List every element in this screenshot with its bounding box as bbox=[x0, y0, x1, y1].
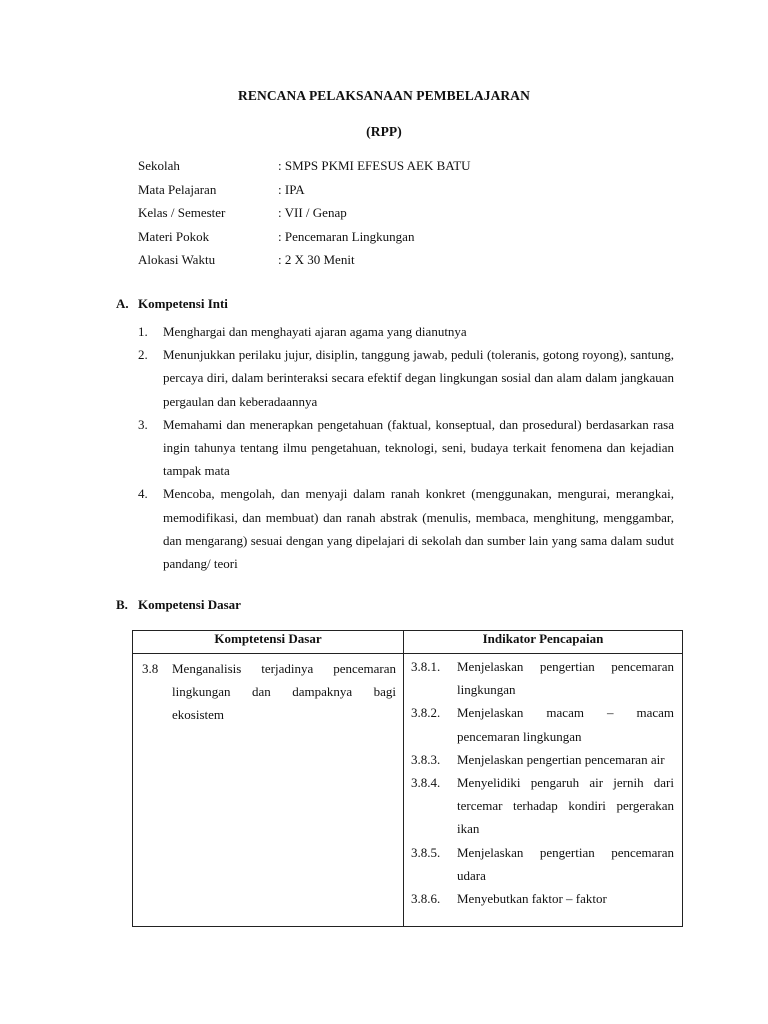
kd-code: 3.8 bbox=[142, 661, 159, 676]
list-text: Memahami dan menerapkan pengetahuan (faktual, konseptual, dan prosedural) berdasarkan rasa ingin tahunya tentang ilmu pengetahuan, teknologi, seni, budaya terkait fenomena dan kejadian tampak mata bbox=[163, 416, 674, 479]
info-value: : 2 X 30 Menit bbox=[278, 252, 355, 267]
list-text: Mencoba, mengolah, dan menyaji dalam ranah konkret (menggunakan, mengurai, merangkai, memodifikasi, dan membuat) dan ranah abstrak (menulis, membaca, menghitung, menggambar, dan mengarang) sesuai dengan yang dipelajari di sekolah dan sumber lain yang sama dalam sudut pandang/ teori bbox=[163, 486, 674, 572]
indicator-code: 3.8.6. bbox=[411, 891, 441, 907]
info-label: Sekolah bbox=[138, 158, 180, 173]
list-text: Menunjukkan perilaku jujur, disiplin, tanggung jawab, peduli (toleranis, gotong royong), santung, percaya diri, dalam berinteraksi secara efektif degan lingkungan sosial dan alam dalam jangkauan pergaulan dan keberadaannya bbox=[163, 347, 674, 409]
list-item bbox=[138, 482, 674, 575]
document-subtitle: (RPP) bbox=[366, 124, 402, 139]
indicator-text: Menjelaskan pengertian pencemaran air bbox=[457, 751, 665, 767]
section-heading-kompetensi-inti bbox=[116, 296, 228, 312]
info-label: Materi Pokok bbox=[138, 228, 210, 244]
section-title: Kompetensi Dasar bbox=[138, 597, 241, 612]
indicator-text: Menyelidiki pengaruh air jernih dari tercemar terhadap kondiri pergerakan ikan bbox=[457, 775, 674, 837]
info-label: Kelas / Semester bbox=[138, 205, 226, 220]
list-item bbox=[138, 320, 674, 343]
indicator-code: 3.8.1. bbox=[411, 659, 441, 674]
info-value: : Pencemaran Lingkungan bbox=[278, 228, 415, 244]
info-block bbox=[138, 158, 698, 276]
indicator-code: 3.8.5. bbox=[411, 844, 441, 860]
indicator-item bbox=[411, 771, 674, 841]
info-row-sekolah bbox=[138, 158, 698, 182]
table-header-kompetensi-dasar: Komptetensi Dasar bbox=[133, 631, 404, 654]
info-value: : SMPS PKMI EFESUS AEK BATU bbox=[278, 158, 471, 173]
kompetensi-dasar-table bbox=[132, 630, 683, 927]
indicator-item bbox=[411, 748, 674, 771]
section-letter: B. bbox=[116, 597, 128, 612]
info-label: Alokasi Waktu bbox=[138, 252, 216, 267]
indicator-text: Menjelaskan pengertian pencemaran udara bbox=[457, 844, 674, 883]
info-row-alokasi-waktu bbox=[138, 252, 698, 276]
info-row-kelas-semester bbox=[138, 205, 698, 229]
list-item bbox=[138, 343, 674, 413]
info-value: : VII / Genap bbox=[278, 205, 347, 220]
list-item bbox=[138, 413, 674, 483]
indicator-text: Menjelaskan pengertian pencemaran lingkungan bbox=[457, 659, 674, 698]
kd-cell bbox=[133, 654, 404, 927]
table-header-row bbox=[133, 631, 683, 654]
info-label: Mata Pelajaran bbox=[138, 181, 217, 197]
table-row bbox=[133, 654, 683, 927]
indicator-text: Menjelaskan macam – macam pencemaran lingkungan bbox=[457, 705, 674, 744]
list-number: 3. bbox=[138, 416, 148, 432]
info-value: : IPA bbox=[278, 181, 305, 197]
indicator-code: 3.8.4. bbox=[411, 775, 441, 791]
indicator-cell bbox=[404, 654, 683, 927]
indicator-item bbox=[411, 887, 674, 910]
indicator-text: Menyebutkan faktor – faktor bbox=[457, 891, 607, 907]
info-row-mata-pelajaran bbox=[138, 182, 698, 206]
indicator-item bbox=[411, 841, 674, 887]
document-title: RENCANA PELAKSANAAN PEMBELAJARAN bbox=[238, 88, 530, 103]
list-text: Menghargai dan menghayati ajaran agama yang dianutnya bbox=[163, 324, 467, 339]
section-title: Kompetensi Inti bbox=[138, 296, 228, 311]
list-number: 1. bbox=[138, 324, 148, 339]
list-number: 2. bbox=[138, 347, 148, 363]
section-letter: A. bbox=[116, 296, 129, 311]
indicator-item bbox=[411, 701, 674, 747]
indicator-item bbox=[411, 655, 674, 701]
section-heading-kompetensi-dasar bbox=[116, 597, 241, 613]
indicator-code: 3.8.2. bbox=[411, 705, 441, 721]
list-number: 4. bbox=[138, 486, 148, 502]
indicator-code: 3.8.3. bbox=[411, 751, 441, 767]
table-header-indikator: Indikator Pencapaian bbox=[404, 631, 683, 654]
kd-text: Menganalisis terjadinya pencemaran lingkungan dan dampaknya bagi ekosistem bbox=[172, 661, 396, 723]
info-row-materi-pokok bbox=[138, 229, 698, 253]
kompetensi-inti-list bbox=[138, 320, 674, 575]
